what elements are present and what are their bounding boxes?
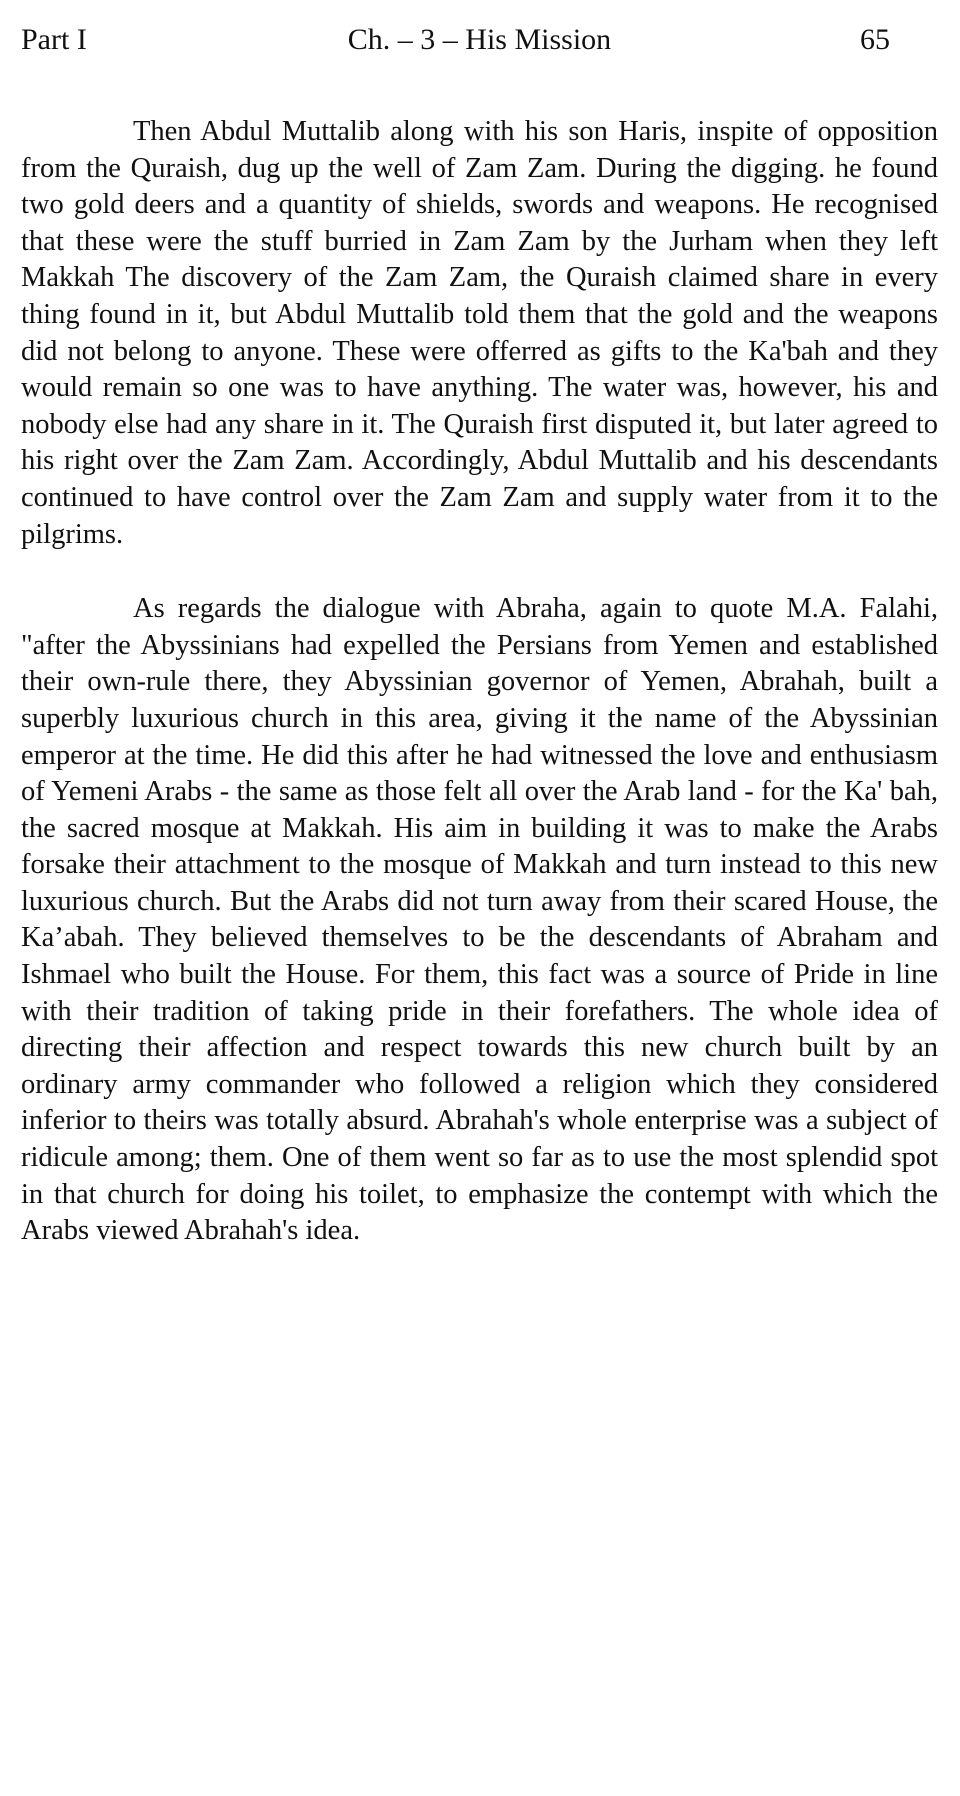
- part-label: Part I: [21, 23, 87, 56]
- page-number: 65: [860, 23, 890, 56]
- chapter-title: Ch. – 3 – His Mission: [347, 23, 612, 56]
- body-text: [21, 114, 938, 1250]
- running-header: [21, 18, 938, 62]
- paragraph-zam-zam: Then Abdul Muttalib along with his son Haris, inspite of opposition from the Quraish, dug up the well of Zam Zam. During the digging. he found two gold deers and a quantity of shields, swords and weapons. He recognised that these were the stuff burried in Zam Zam by the Jurham when they left Makkah The discovery of the Zam Zam, the Quraish claimed share in every thing found in it, but Abdul Muttalib told them that the gold and the weapons did not belong to anyone. These were offerred as gifts to the Ka'bah and they would remain so one was to have anything. The water was, however, his and nobody else had any share in it. The Quraish first disputed it, but later agreed to his right over the Zam Zam. Accordingly, Abdul Muttalib and his descendants continued to have control over the Zam Zam and supply water from it to the pilgrims.: [21, 116, 938, 550]
- paragraph-abraha: As regards the dialogue with Abraha, again to quote M.A. Falahi, "after the Abyssinians had expelled the Persians from Yemen and established their own-rule there, they Abyssinian governor of Yemen, Abrahah, built a superbly luxurious church in this area, giving it the name of the Abyssinian emperor at the time. He did this after he had witnessed the love and enthusiasm of Yemeni Arabs - the same as those felt all over the Arab land - for the Ka' bah, the sacred mosque at Makkah. His aim in building it was to make the Arabs forsake their attachment to the mosque of Makkah and turn instead to this new luxurious church. But the Arabs did not turn away from their scared House, the Ka’abah. They believed themselves to be the descendants of Abraham and Ishmael who built the House. For them, this fact was a source of Pride in line with their tradition of taking pride in their forefathers. The whole idea of directing their affection and respect towards this new church built by an ordinary army commander who followed a religion which they considered inferior to theirs was totally absurd. Abrahah's whole enterprise was a subject of ridicule among; them. One of them went so far as to use the most splendid spot in that church for doing his toilet, to emphasize the contempt with which the Arabs viewed Abrahah's idea.: [21, 593, 938, 1247]
